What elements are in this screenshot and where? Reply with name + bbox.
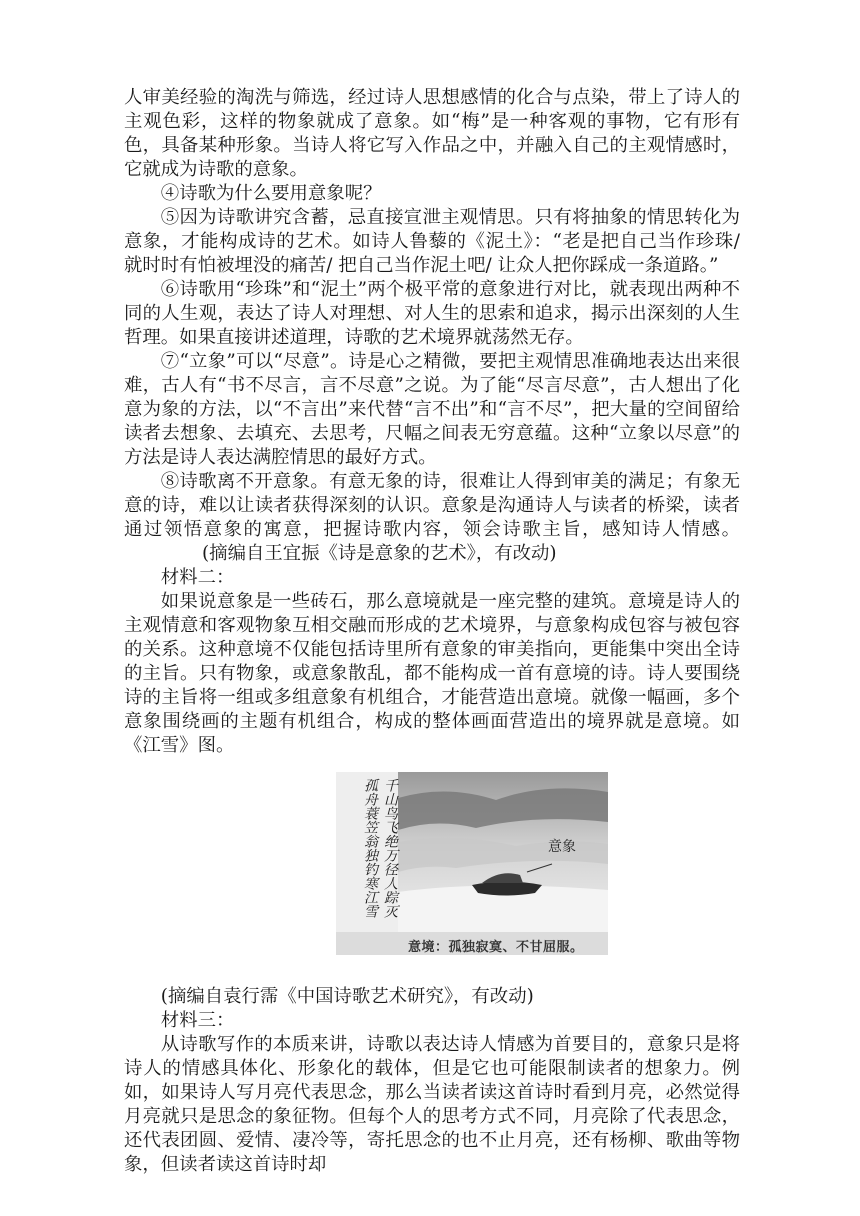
paragraph-7: ⑦“立象”可以“尽意”。诗是心之精微，要把主观情思准确地表达出来很难，古人有“书不尽言，言不尽意”之说。为了能“尽言尽意”，古人想出了化意为象的方法，以“不言出”来代替“言不出”和“言不尽”，把大量的空间留给读者去想象、去填充、去思考，尺幅之间表无穷意蕴。这种“立象以尽意”的方法是诗人表达满腔情思的最好方式。 xyxy=(124,351,740,468)
calligraphy-text: 千山鸟飞绝万径人踪灭孤舟蓑笠翁独钓寒江雪 xyxy=(362,778,398,918)
paragraph-6: ⑥诗歌用“珍珠”和“泥土”两个极平常的意象进行对比，就表现出两种不同的人生观，表达了诗人对理想、对人生的思索和追求，揭示出深刻的人生哲理。如果直接讲述道理，诗歌的艺术境界就荡然无存。 xyxy=(124,279,740,348)
paragraph-8-text: ⑧诗歌离不开意象。有意无象的诗，很难让人得到审美的满足；有象无意的诗，难以让读者获得深刻的认识。意象是沟通诗人与读者的桥梁，读者通过领悟意象的寓意，把握诗歌内容，领会诗歌主旨，感知诗人情感。 xyxy=(124,471,740,540)
source-note-1: (摘编自王宜振《诗是意象的艺术》，有改动) xyxy=(202,543,557,564)
paragraph-4: ④诗歌为什么要用意象呢？ xyxy=(160,183,382,204)
document-page xyxy=(124,86,740,1177)
material-3-paragraph: 从诗歌写作的本质来讲，诗歌以表达诗人情感为首要目的，意象只是将诗人的情感具体化、形象化的载体，但是它也可能限制读者的想象力。例如，如果诗人写月亮代表思念，那么当读者读这首诗时看到月亮，必然觉得月亮就只是思念的象征物。但每个人的思考方式不同，月亮除了代表思念，还代表团圆、爱情、凄冷等，寄托思念的也不止月亮，还有杨柳、歌曲等物象，但读者读这首诗时却 xyxy=(124,1034,740,1175)
material-3-heading: 材料三： xyxy=(160,1010,235,1031)
paragraph-continuation: 人审美经验的淘洗与筛选，经过诗人思想感情的化合与点染，带上了诗人的主观色彩，这样的物象就成了意象。如“梅”是一种客观的事物，它有形有色，具备某种形象。当诗人将它写入作品之中，并融入自己的主观情感时，它就成为诗歌的意象。 xyxy=(124,87,740,180)
calligraphy xyxy=(340,778,400,928)
paragraph-5: ⑤因为诗歌讲究含蓄，忌直接宣泄主观情思。只有将抽象的情思转化为意象，才能构成诗的艺术。如诗人鲁藜的《泥土》：“老是把自己当作珍珠/ 就时时有怕被埋没的痛苦/ 把自己当作泥土吧/ 让众人把你踩成一条道路。” xyxy=(124,207,740,276)
source-note-2: (摘编自袁行霈《中国诗歌艺术研究》，有改动) xyxy=(160,986,534,1007)
paragraph-8 xyxy=(124,470,740,566)
figure-label-yixiang: 意象 xyxy=(548,839,576,855)
material-2-heading: 材料二： xyxy=(160,567,235,588)
jiangxue-figure xyxy=(336,772,608,955)
material-2-paragraph: 如果说意象是一些砖石，那么意境就是一座完整的建筑。意境是诗人的主观情意和客观物象互相交融而形成的艺术境界，与意象构成包容与被包容的关系。这种意境不仅能包括诗里所有意象的审美指向，更能集中突出全诗的主旨。只有物象，或意象散乱，都不能构成一首有意境的诗。诗人要围绕诗的主旨将一组或多组意象有机组合，才能营造出意境。就像一幅画，多个意象围绕画的主题有机组合，构成的整体画面营造出的境界就是意境。如《江雪》图。 xyxy=(124,591,740,756)
figure-caption: 意境：孤独寂寞、不甘屈服。 xyxy=(408,940,584,955)
